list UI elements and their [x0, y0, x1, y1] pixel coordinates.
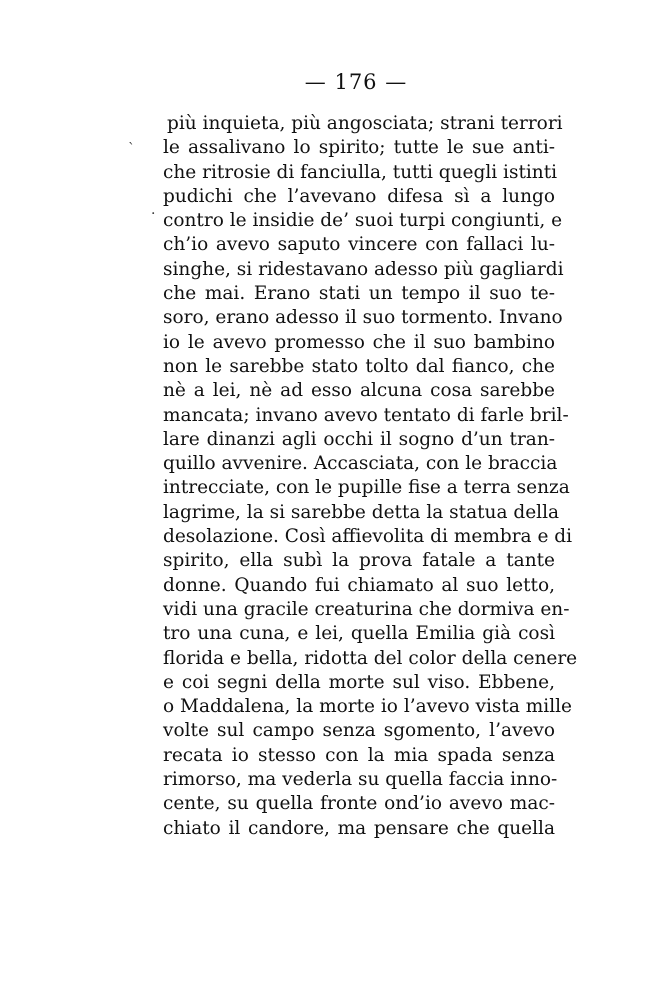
text-line: desolazione. Così affievolita di membra e di	[163, 526, 573, 548]
text-line: ch’io avevo saputo vincere con fallaci lu-	[163, 234, 555, 256]
text-line: spirito, ella subì la prova fatale a tante	[163, 550, 555, 572]
margin-mark: `	[128, 141, 135, 157]
text-line: quillo avvenire. Accasciata, con le braccia	[163, 453, 558, 475]
text-line: volte sul campo senza sgomento, l’avevo	[163, 720, 555, 742]
text-line: rimorso, ma vederla su quella faccia inno-	[163, 769, 558, 791]
text-line: che mai. Erano stati un tempo il suo te-	[163, 283, 555, 305]
text-line: chiato il candore, ma pensare che quella	[163, 817, 555, 839]
text-line: non le sarebbe stato tolto dal fianco, che	[163, 355, 555, 377]
text-line: cente, su quella fronte ond’io avevo mac-	[163, 793, 555, 815]
text-line: più inquieta, più angosciata; strani terrori	[167, 113, 563, 134]
text-line: che ritrosie di fanciulla, tutti quegli istinti	[163, 161, 558, 183]
text-line: contro le insidie de’ suoi turpi congiunti, e	[163, 210, 563, 232]
text-line: intrecciate, con le pupille fise a terra senza	[163, 477, 570, 499]
text-line: le assalivano lo spirito; tutte le sue anti-	[163, 137, 555, 159]
text-line: florida e bella, ridotta del color della cenere	[163, 647, 578, 669]
text-line: e coi segni della morte sul viso. Ebbene,	[163, 671, 555, 693]
text-line: tro una cuna, e lei, quella Emilia già così	[163, 623, 555, 645]
text-line: lagrime, la si sarebbe detta la statua della	[163, 501, 560, 523]
text-line: vidi una gracile creaturina che dormiva en-	[163, 598, 570, 620]
text-line: mancata; invano avevo tentato di farle bril-	[163, 404, 569, 426]
text-line: recata io stesso con la mia spada senza	[163, 744, 555, 766]
body-text	[163, 112, 578, 841]
text-line: singhe, si ridestavano adesso più gagliardi	[163, 258, 564, 280]
text-line: o Maddalena, la morte io l’avevo vista mille	[163, 696, 572, 718]
page-number: — 176 —	[304, 70, 408, 94]
text-line: soro, erano adesso il suo tormento. Invano	[163, 307, 563, 329]
text-line: pudichi che l’avevano difesa sì a lungo	[163, 185, 555, 207]
text-line: lare dinanzi agli occhi il sogno d’un tran-	[163, 428, 555, 450]
text-line: nè a lei, nè ad esso alcuna cosa sarebbe	[163, 380, 555, 402]
text-line: io le avevo promesso che il suo bambino	[163, 331, 555, 353]
text-line: donne. Quando fui chiamato al suo letto,	[163, 574, 555, 596]
margin-mark: ·	[151, 206, 156, 222]
